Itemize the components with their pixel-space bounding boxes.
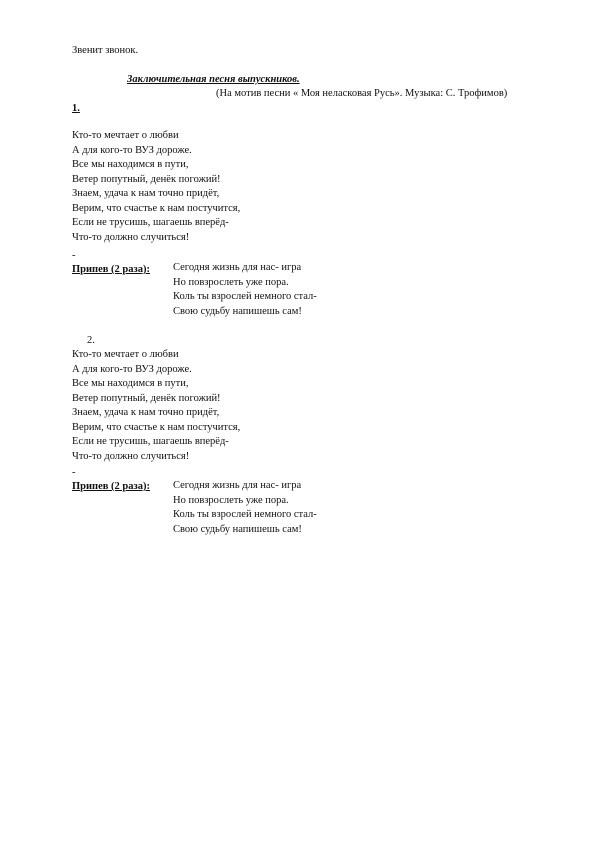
verse-lyrics	[72, 129, 240, 245]
lyric-line: Если не трусишь, шагаешь вперёд-	[72, 217, 229, 228]
chorus-line: Но повзрослеть уже пора.	[173, 494, 289, 506]
chorus-label: Припев (2 раза):	[72, 481, 150, 492]
dash-mark: -	[72, 467, 76, 478]
bell-note: Звенит звонок.	[72, 45, 139, 56]
song-subtitle: (На мотив песни « Моя неласковая Русь». Музыка: С. Трофимов)	[216, 88, 508, 99]
chorus-line: Свою судьбу напишешь сам!	[173, 523, 302, 535]
lyric-line: Кто-то мечтает о любви	[72, 130, 179, 141]
lyric-line: Все мы находимся в пути,	[72, 159, 189, 170]
chorus-label: Припев (2 раза):	[72, 264, 150, 275]
lyric-line: А для кого-то ВУЗ дороже.	[72, 363, 192, 375]
lyric-line: Если не трусишь, шагаешь вперёд-	[72, 436, 229, 447]
lyric-line: Верим, что счастье к нам постучится,	[72, 202, 241, 214]
lyric-line: Все мы находимся в пути,	[72, 378, 189, 389]
lyric-line: А для кого-то ВУЗ дороже.	[72, 144, 192, 156]
dash-mark: -	[72, 250, 76, 261]
chorus-lyrics	[173, 479, 317, 537]
verse-number: 1.	[72, 103, 80, 114]
lyric-line: Знаем, удача к нам точно придёт,	[72, 407, 220, 418]
lyric-line: Что-то должно случиться!	[72, 450, 190, 462]
lyric-line: Что-то должно случиться!	[72, 231, 190, 243]
chorus-lyrics	[173, 261, 317, 319]
chorus-line: Свою судьбу напишешь сам!	[173, 305, 302, 317]
lyric-line: Кто-то мечтает о любви	[72, 349, 179, 360]
chorus-line: Сегодня жизнь для нас- игра	[173, 262, 302, 273]
verse-number: 2.	[87, 335, 95, 346]
chorus-line: Сегодня жизнь для нас- игра	[173, 480, 302, 491]
chorus-line: Коль ты взрослей немного стал-	[173, 291, 317, 302]
lyric-line: Верим, что счастье к нам постучится,	[72, 421, 241, 433]
chorus-line: Но повзрослеть уже пора.	[173, 276, 289, 288]
verse-lyrics	[72, 348, 240, 464]
song-title: Заключительная песня выпускников.	[127, 74, 300, 85]
chorus-line: Коль ты взрослей немного стал-	[173, 509, 317, 520]
lyric-line: Ветер попутный, денёк погожий!	[72, 392, 221, 404]
lyric-line: Ветер попутный, денёк погожий!	[72, 173, 221, 185]
lyric-line: Знаем, удача к нам точно придёт,	[72, 188, 220, 199]
